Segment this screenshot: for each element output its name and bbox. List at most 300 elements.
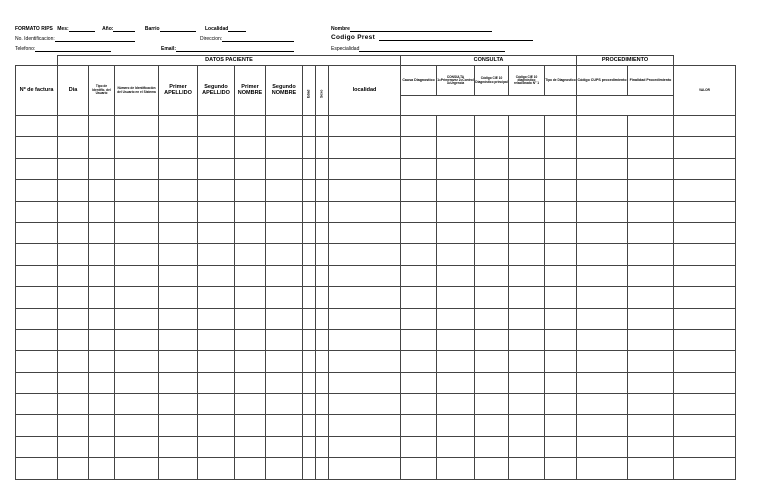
table-cell[interactable] <box>58 458 89 479</box>
table-cell[interactable] <box>674 201 736 222</box>
table-cell[interactable] <box>115 329 159 350</box>
table-cell[interactable] <box>674 458 736 479</box>
table-cell[interactable] <box>674 287 736 308</box>
table-cell[interactable] <box>235 458 266 479</box>
table-cell[interactable] <box>198 329 235 350</box>
table-cell[interactable] <box>545 222 577 243</box>
table-cell[interactable] <box>475 415 509 436</box>
table-cell[interactable] <box>509 308 545 329</box>
table-cell[interactable] <box>628 244 674 265</box>
table-cell[interactable] <box>316 436 329 457</box>
table-cell[interactable] <box>316 180 329 201</box>
table-cell[interactable] <box>89 222 115 243</box>
table-cell[interactable] <box>329 436 401 457</box>
table-cell[interactable] <box>58 329 89 350</box>
table-cell[interactable] <box>577 351 628 372</box>
table-cell[interactable] <box>58 201 89 222</box>
table-cell[interactable] <box>475 458 509 479</box>
table-cell[interactable] <box>235 372 266 393</box>
table-cell[interactable] <box>16 351 58 372</box>
table-cell[interactable] <box>509 329 545 350</box>
table-cell[interactable] <box>577 222 628 243</box>
table-cell[interactable] <box>475 222 509 243</box>
table-cell[interactable] <box>16 180 58 201</box>
table-cell[interactable] <box>266 394 303 415</box>
table-cell[interactable] <box>545 265 577 286</box>
table-cell[interactable] <box>316 244 329 265</box>
table-cell[interactable] <box>58 394 89 415</box>
table-cell[interactable] <box>16 158 58 179</box>
table-cell[interactable] <box>475 180 509 201</box>
table-cell[interactable] <box>303 244 316 265</box>
table-cell[interactable] <box>509 265 545 286</box>
table-cell[interactable] <box>628 116 674 137</box>
table-cell[interactable] <box>198 116 235 137</box>
table-cell[interactable] <box>316 116 329 137</box>
table-cell[interactable] <box>674 158 736 179</box>
mes-field[interactable] <box>69 26 95 32</box>
table-cell[interactable] <box>509 116 545 137</box>
table-cell[interactable] <box>16 415 58 436</box>
table-cell[interactable] <box>89 244 115 265</box>
table-cell[interactable] <box>674 180 736 201</box>
table-cell[interactable] <box>329 158 401 179</box>
table-cell[interactable] <box>198 180 235 201</box>
table-cell[interactable] <box>266 180 303 201</box>
table-cell[interactable] <box>401 458 437 479</box>
table-cell[interactable] <box>159 180 198 201</box>
table-cell[interactable] <box>475 351 509 372</box>
table-cell[interactable] <box>16 436 58 457</box>
table-cell[interactable] <box>89 137 115 158</box>
table-cell[interactable] <box>577 329 628 350</box>
table-cell[interactable] <box>475 201 509 222</box>
table-cell[interactable] <box>16 372 58 393</box>
table-cell[interactable] <box>628 458 674 479</box>
table-cell[interactable] <box>401 394 437 415</box>
table-cell[interactable] <box>235 158 266 179</box>
table-cell[interactable] <box>475 436 509 457</box>
table-cell[interactable] <box>401 244 437 265</box>
table-cell[interactable] <box>198 222 235 243</box>
table-cell[interactable] <box>509 458 545 479</box>
table-cell[interactable] <box>628 329 674 350</box>
table-cell[interactable] <box>545 308 577 329</box>
table-cell[interactable] <box>58 244 89 265</box>
table-cell[interactable] <box>303 394 316 415</box>
table-cell[interactable] <box>401 372 437 393</box>
table-cell[interactable] <box>329 394 401 415</box>
table-cell[interactable] <box>577 265 628 286</box>
table-cell[interactable] <box>235 308 266 329</box>
table-cell[interactable] <box>329 351 401 372</box>
table-cell[interactable] <box>674 394 736 415</box>
table-cell[interactable] <box>316 287 329 308</box>
table-cell[interactable] <box>16 222 58 243</box>
table-cell[interactable] <box>89 436 115 457</box>
table-cell[interactable] <box>316 329 329 350</box>
table-cell[interactable] <box>198 265 235 286</box>
table-cell[interactable] <box>437 372 475 393</box>
table-cell[interactable] <box>577 244 628 265</box>
table-cell[interactable] <box>545 116 577 137</box>
table-cell[interactable] <box>303 458 316 479</box>
barrio-field[interactable] <box>160 26 196 32</box>
table-cell[interactable] <box>159 158 198 179</box>
table-cell[interactable] <box>577 436 628 457</box>
table-cell[interactable] <box>509 372 545 393</box>
table-cell[interactable] <box>235 180 266 201</box>
table-cell[interactable] <box>115 394 159 415</box>
table-cell[interactable] <box>329 372 401 393</box>
table-cell[interactable] <box>329 222 401 243</box>
table-cell[interactable] <box>509 436 545 457</box>
table-cell[interactable] <box>628 308 674 329</box>
table-cell[interactable] <box>16 116 58 137</box>
table-cell[interactable] <box>437 244 475 265</box>
table-cell[interactable] <box>674 329 736 350</box>
table-cell[interactable] <box>16 308 58 329</box>
table-cell[interactable] <box>115 372 159 393</box>
table-cell[interactable] <box>16 458 58 479</box>
table-cell[interactable] <box>475 265 509 286</box>
table-cell[interactable] <box>303 308 316 329</box>
table-cell[interactable] <box>266 222 303 243</box>
table-cell[interactable] <box>16 265 58 286</box>
table-cell[interactable] <box>198 137 235 158</box>
table-cell[interactable] <box>401 351 437 372</box>
table-cell[interactable] <box>266 137 303 158</box>
table-cell[interactable] <box>577 180 628 201</box>
localidad-field[interactable] <box>228 26 246 32</box>
table-cell[interactable] <box>303 372 316 393</box>
table-cell[interactable] <box>437 394 475 415</box>
table-cell[interactable] <box>303 265 316 286</box>
table-cell[interactable] <box>316 265 329 286</box>
table-cell[interactable] <box>159 116 198 137</box>
table-cell[interactable] <box>475 244 509 265</box>
table-cell[interactable] <box>316 351 329 372</box>
table-cell[interactable] <box>509 158 545 179</box>
table-cell[interactable] <box>329 265 401 286</box>
table-cell[interactable] <box>475 158 509 179</box>
table-cell[interactable] <box>266 329 303 350</box>
table-cell[interactable] <box>577 287 628 308</box>
table-cell[interactable] <box>316 308 329 329</box>
table-cell[interactable] <box>437 180 475 201</box>
table-cell[interactable] <box>316 458 329 479</box>
table-cell[interactable] <box>437 436 475 457</box>
table-cell[interactable] <box>401 137 437 158</box>
table-cell[interactable] <box>58 436 89 457</box>
table-cell[interactable] <box>89 351 115 372</box>
table-cell[interactable] <box>674 265 736 286</box>
table-cell[interactable] <box>266 265 303 286</box>
table-cell[interactable] <box>545 351 577 372</box>
table-cell[interactable] <box>401 308 437 329</box>
table-cell[interactable] <box>316 222 329 243</box>
table-cell[interactable] <box>58 116 89 137</box>
table-cell[interactable] <box>89 287 115 308</box>
table-cell[interactable] <box>198 158 235 179</box>
table-cell[interactable] <box>58 415 89 436</box>
table-cell[interactable] <box>198 351 235 372</box>
table-cell[interactable] <box>401 180 437 201</box>
table-cell[interactable] <box>316 137 329 158</box>
table-cell[interactable] <box>198 394 235 415</box>
table-cell[interactable] <box>16 137 58 158</box>
table-cell[interactable] <box>159 458 198 479</box>
table-cell[interactable] <box>475 287 509 308</box>
table-cell[interactable] <box>329 458 401 479</box>
table-cell[interactable] <box>437 308 475 329</box>
table-cell[interactable] <box>329 137 401 158</box>
table-cell[interactable] <box>437 415 475 436</box>
table-cell[interactable] <box>89 116 115 137</box>
table-cell[interactable] <box>198 201 235 222</box>
table-cell[interactable] <box>16 201 58 222</box>
table-cell[interactable] <box>303 415 316 436</box>
table-cell[interactable] <box>509 222 545 243</box>
table-cell[interactable] <box>577 158 628 179</box>
table-cell[interactable] <box>577 415 628 436</box>
table-cell[interactable] <box>628 158 674 179</box>
table-cell[interactable] <box>509 137 545 158</box>
table-cell[interactable] <box>577 137 628 158</box>
table-cell[interactable] <box>198 244 235 265</box>
table-cell[interactable] <box>115 180 159 201</box>
table-cell[interactable] <box>329 287 401 308</box>
table-cell[interactable] <box>303 351 316 372</box>
table-cell[interactable] <box>235 265 266 286</box>
table-cell[interactable] <box>198 372 235 393</box>
table-cell[interactable] <box>674 436 736 457</box>
table-cell[interactable] <box>235 116 266 137</box>
table-cell[interactable] <box>674 372 736 393</box>
table-cell[interactable] <box>545 329 577 350</box>
nombre-field[interactable] <box>350 26 492 32</box>
table-cell[interactable] <box>577 116 628 137</box>
table-cell[interactable] <box>437 137 475 158</box>
table-cell[interactable] <box>159 201 198 222</box>
table-cell[interactable] <box>545 436 577 457</box>
table-cell[interactable] <box>89 329 115 350</box>
table-cell[interactable] <box>577 394 628 415</box>
table-cell[interactable] <box>115 308 159 329</box>
table-cell[interactable] <box>58 265 89 286</box>
table-cell[interactable] <box>115 244 159 265</box>
table-cell[interactable] <box>509 351 545 372</box>
table-cell[interactable] <box>628 415 674 436</box>
table-cell[interactable] <box>159 137 198 158</box>
table-cell[interactable] <box>115 351 159 372</box>
table-cell[interactable] <box>628 265 674 286</box>
table-cell[interactable] <box>674 137 736 158</box>
table-cell[interactable] <box>58 308 89 329</box>
table-cell[interactable] <box>628 394 674 415</box>
table-cell[interactable] <box>235 415 266 436</box>
table-cell[interactable] <box>401 436 437 457</box>
table-cell[interactable] <box>159 329 198 350</box>
table-cell[interactable] <box>401 158 437 179</box>
table-cell[interactable] <box>437 222 475 243</box>
table-cell[interactable] <box>303 158 316 179</box>
table-cell[interactable] <box>266 415 303 436</box>
table-cell[interactable] <box>303 137 316 158</box>
table-cell[interactable] <box>266 372 303 393</box>
table-cell[interactable] <box>235 351 266 372</box>
table-cell[interactable] <box>475 308 509 329</box>
table-cell[interactable] <box>266 458 303 479</box>
table-cell[interactable] <box>198 308 235 329</box>
table-cell[interactable] <box>198 436 235 457</box>
table-cell[interactable] <box>577 458 628 479</box>
table-cell[interactable] <box>475 116 509 137</box>
table-cell[interactable] <box>198 458 235 479</box>
table-cell[interactable] <box>266 201 303 222</box>
table-cell[interactable] <box>316 415 329 436</box>
table-cell[interactable] <box>235 329 266 350</box>
table-cell[interactable] <box>89 201 115 222</box>
table-cell[interactable] <box>545 137 577 158</box>
table-cell[interactable] <box>628 351 674 372</box>
direccion-field[interactable] <box>222 36 294 42</box>
table-cell[interactable] <box>115 265 159 286</box>
table-cell[interactable] <box>58 372 89 393</box>
table-cell[interactable] <box>509 244 545 265</box>
table-cell[interactable] <box>159 244 198 265</box>
ano-field[interactable] <box>113 26 135 32</box>
table-cell[interactable] <box>115 137 159 158</box>
table-cell[interactable] <box>577 372 628 393</box>
table-cell[interactable] <box>58 287 89 308</box>
table-cell[interactable] <box>58 180 89 201</box>
table-cell[interactable] <box>16 244 58 265</box>
table-cell[interactable] <box>89 372 115 393</box>
table-cell[interactable] <box>545 287 577 308</box>
especialidad-field[interactable] <box>359 46 505 52</box>
table-cell[interactable] <box>674 116 736 137</box>
table-cell[interactable] <box>545 394 577 415</box>
table-cell[interactable] <box>159 415 198 436</box>
table-cell[interactable] <box>401 415 437 436</box>
table-cell[interactable] <box>545 415 577 436</box>
table-cell[interactable] <box>159 351 198 372</box>
table-cell[interactable] <box>437 329 475 350</box>
table-cell[interactable] <box>58 351 89 372</box>
table-cell[interactable] <box>266 436 303 457</box>
table-cell[interactable] <box>89 180 115 201</box>
table-cell[interactable] <box>674 222 736 243</box>
table-cell[interactable] <box>89 458 115 479</box>
table-cell[interactable] <box>266 158 303 179</box>
table-cell[interactable] <box>159 287 198 308</box>
table-cell[interactable] <box>628 372 674 393</box>
email-field[interactable] <box>176 46 294 52</box>
table-cell[interactable] <box>316 158 329 179</box>
table-cell[interactable] <box>577 308 628 329</box>
table-cell[interactable] <box>159 222 198 243</box>
table-cell[interactable] <box>401 222 437 243</box>
table-cell[interactable] <box>674 415 736 436</box>
table-cell[interactable] <box>266 308 303 329</box>
table-cell[interactable] <box>628 201 674 222</box>
table-cell[interactable] <box>628 222 674 243</box>
table-cell[interactable] <box>628 287 674 308</box>
table-cell[interactable] <box>545 158 577 179</box>
table-cell[interactable] <box>89 308 115 329</box>
table-cell[interactable] <box>235 287 266 308</box>
table-cell[interactable] <box>475 394 509 415</box>
table-cell[interactable] <box>545 244 577 265</box>
telefono-field[interactable] <box>35 46 111 52</box>
identificacion-field[interactable] <box>55 36 135 42</box>
table-cell[interactable] <box>545 372 577 393</box>
table-cell[interactable] <box>437 158 475 179</box>
table-cell[interactable] <box>58 158 89 179</box>
table-cell[interactable] <box>159 372 198 393</box>
table-cell[interactable] <box>509 180 545 201</box>
table-cell[interactable] <box>401 329 437 350</box>
table-cell[interactable] <box>235 436 266 457</box>
table-cell[interactable] <box>329 201 401 222</box>
table-cell[interactable] <box>303 287 316 308</box>
table-cell[interactable] <box>628 180 674 201</box>
table-cell[interactable] <box>509 201 545 222</box>
table-cell[interactable] <box>674 351 736 372</box>
table-cell[interactable] <box>89 394 115 415</box>
table-cell[interactable] <box>401 265 437 286</box>
table-cell[interactable] <box>329 329 401 350</box>
table-cell[interactable] <box>329 415 401 436</box>
table-cell[interactable] <box>159 308 198 329</box>
table-cell[interactable] <box>303 222 316 243</box>
table-cell[interactable] <box>437 265 475 286</box>
table-cell[interactable] <box>159 436 198 457</box>
table-cell[interactable] <box>115 201 159 222</box>
table-cell[interactable] <box>303 329 316 350</box>
table-cell[interactable] <box>303 201 316 222</box>
table-cell[interactable] <box>437 287 475 308</box>
table-cell[interactable] <box>316 201 329 222</box>
table-cell[interactable] <box>509 394 545 415</box>
table-cell[interactable] <box>198 415 235 436</box>
table-cell[interactable] <box>303 116 316 137</box>
table-cell[interactable] <box>16 394 58 415</box>
table-cell[interactable] <box>235 137 266 158</box>
table-cell[interactable] <box>437 116 475 137</box>
table-cell[interactable] <box>329 116 401 137</box>
table-cell[interactable] <box>437 201 475 222</box>
table-cell[interactable] <box>545 201 577 222</box>
table-cell[interactable] <box>266 116 303 137</box>
table-cell[interactable] <box>401 287 437 308</box>
table-cell[interactable] <box>303 180 316 201</box>
table-cell[interactable] <box>198 287 235 308</box>
table-cell[interactable] <box>509 415 545 436</box>
table-cell[interactable] <box>266 244 303 265</box>
table-cell[interactable] <box>545 458 577 479</box>
table-cell[interactable] <box>509 287 545 308</box>
table-cell[interactable] <box>235 394 266 415</box>
table-cell[interactable] <box>16 329 58 350</box>
table-cell[interactable] <box>58 222 89 243</box>
table-cell[interactable] <box>316 372 329 393</box>
table-cell[interactable] <box>115 415 159 436</box>
table-cell[interactable] <box>115 287 159 308</box>
table-cell[interactable] <box>628 436 674 457</box>
table-cell[interactable] <box>674 308 736 329</box>
